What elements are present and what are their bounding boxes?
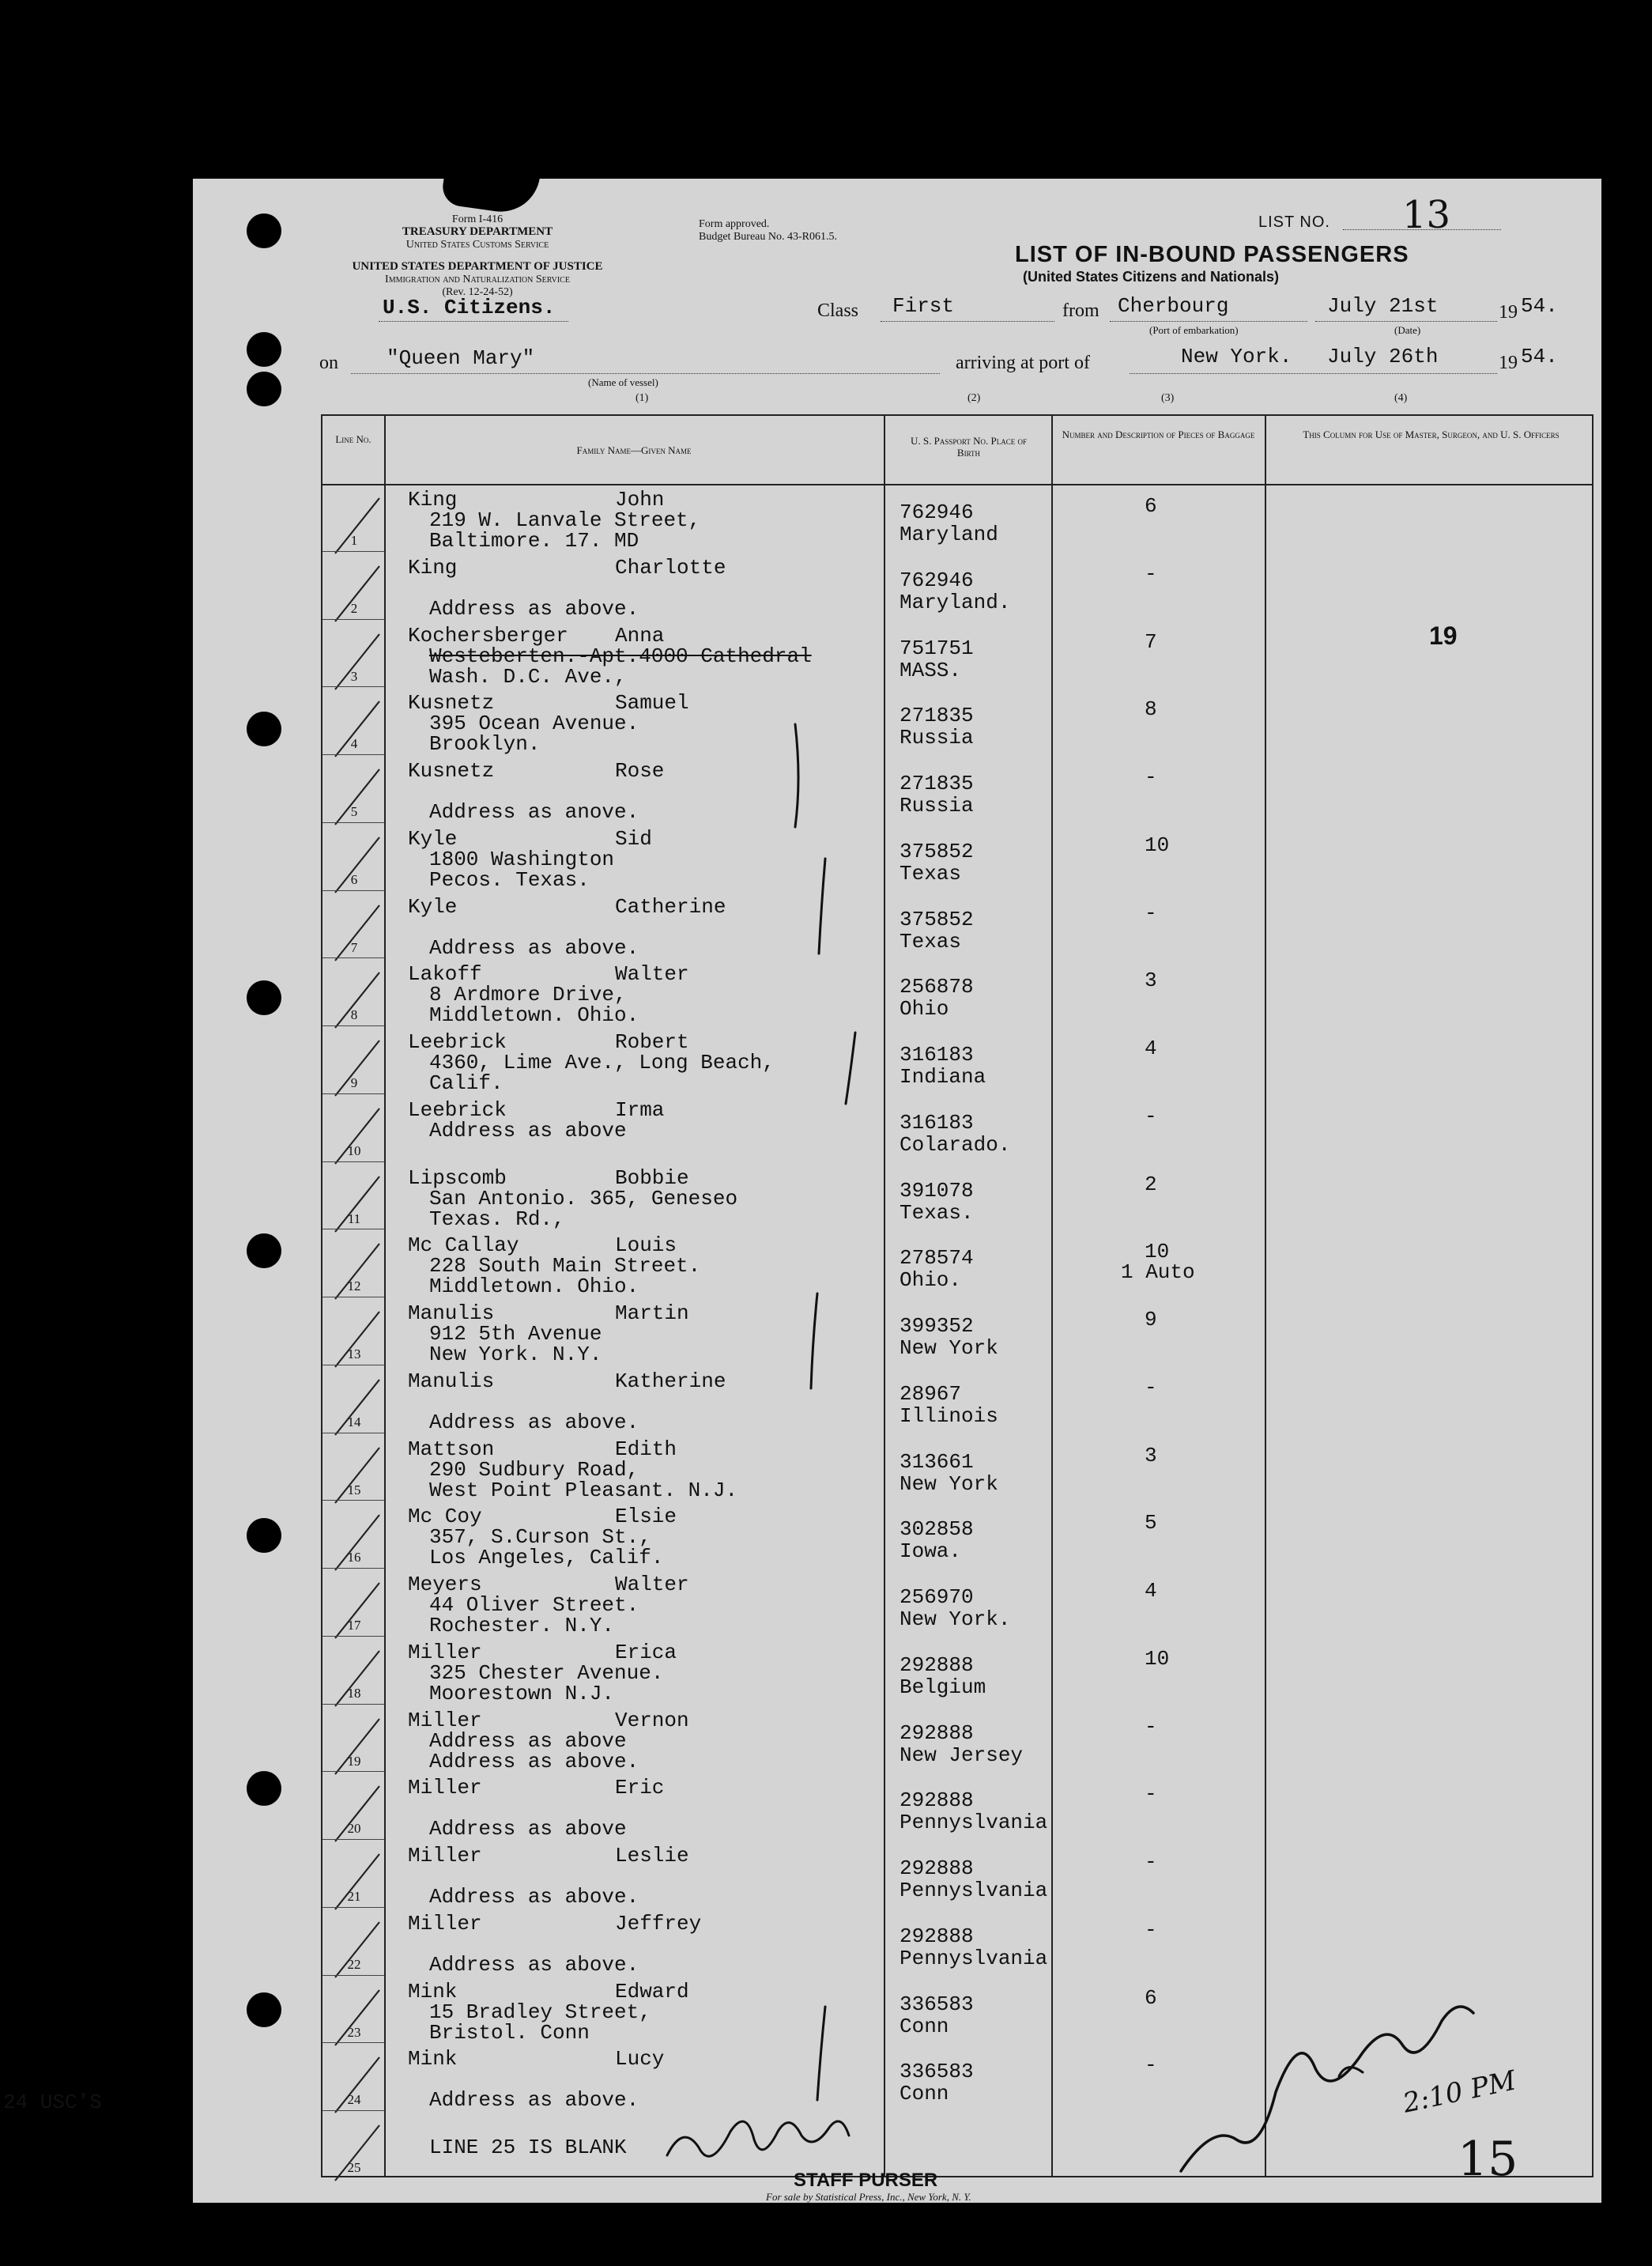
given-name: Katherine <box>615 1369 726 1393</box>
port-embarkation: Cherbourg <box>1118 294 1229 318</box>
address-line-1: San Antonio. 365, Geneseo <box>429 1186 738 1210</box>
line-number: 2 <box>350 600 358 616</box>
passport-number: 292888 <box>900 1720 974 1745</box>
date-caption: (Date) <box>1394 324 1421 336</box>
family-name: Manulis <box>408 1369 495 1393</box>
place-of-birth: Conn <box>900 2082 949 2106</box>
given-name: Walter <box>615 962 689 987</box>
given-name: Eric <box>615 1776 665 1800</box>
header-line: Line No. <box>335 433 372 445</box>
address-line-2: Brooklyn. <box>429 732 541 757</box>
passport-number: 336583 <box>900 2060 974 2084</box>
page-note: 15 <box>1458 2132 1518 2187</box>
baggage-count: 9 <box>1145 1308 1157 1332</box>
family-name: Mattson <box>408 1437 495 1461</box>
col-num-4: (4) <box>1394 392 1408 404</box>
approval-line-2: Budget Bureau No. 43-R061.5. <box>699 231 837 243</box>
baggage-count: - <box>1145 1782 1157 1807</box>
given-name: Sid <box>615 826 652 851</box>
family-name: Miller <box>408 1640 482 1664</box>
line-number: 5 <box>350 804 358 820</box>
given-name: Catherine <box>615 894 726 919</box>
family-name: Miller <box>408 1708 482 1732</box>
category-value: U.S. Citizens. <box>383 296 556 319</box>
given-name: Jeffrey <box>615 1911 702 1936</box>
place-of-birth: Maryland. <box>900 590 1011 614</box>
baggage-count: 8 <box>1145 697 1157 722</box>
family-name: Miller <box>408 1911 482 1936</box>
line-number: 15 <box>347 1482 361 1497</box>
family-name: King <box>408 555 458 580</box>
baggage-count: 4 <box>1145 1037 1157 1061</box>
given-name: Vernon <box>615 1708 689 1732</box>
passport-number: 292888 <box>900 1856 974 1881</box>
year-suffix-2: 54. <box>1521 345 1558 368</box>
form-sheet <box>3 179 1601 2203</box>
given-name: John <box>615 488 665 512</box>
place-of-birth: New York <box>900 1336 998 1361</box>
address-line-1: 290 Sudbury Road, <box>429 1457 639 1482</box>
address-line-2: Address as above <box>429 1817 627 1841</box>
family-name: Leebrick <box>408 1097 507 1122</box>
officer-note: 19 <box>1429 621 1458 650</box>
line-number: 16 <box>347 1550 361 1565</box>
passport-number: 256878 <box>900 975 974 999</box>
place-of-birth: Pennyslvania <box>900 1811 1048 1835</box>
binder-hole <box>247 1992 281 2027</box>
address-line-2: Address as above. <box>429 2088 639 2113</box>
passport-number: 375852 <box>900 839 974 863</box>
list-label: LIST NO. <box>1258 213 1330 231</box>
address-line-2: Address as above. <box>429 1885 639 1909</box>
address-line-1: Address as above <box>429 1118 627 1142</box>
baggage-count: - <box>1145 1375 1157 1399</box>
address-line-2: Pecos. Texas. <box>429 867 590 892</box>
family-name: Manulis <box>408 1301 495 1326</box>
passport-number: 399352 <box>900 1314 974 1339</box>
baggage-count: 7 <box>1145 629 1157 654</box>
bracket-mark-4 <box>811 1294 817 1388</box>
passport-number: 316183 <box>900 1043 974 1067</box>
address-line-1: 1800 Washington <box>429 847 615 871</box>
line-number: 3 <box>350 668 358 684</box>
passport-number: 271835 <box>900 704 974 728</box>
bracket-mark-1 <box>795 724 798 827</box>
place-of-birth: Texas <box>900 861 962 886</box>
place-of-birth: Maryland <box>900 523 998 546</box>
baggage-count: 3 <box>1145 1443 1157 1467</box>
line-number: 23 <box>347 2024 361 2040</box>
given-name: Edward <box>615 1979 689 2004</box>
dept-line-2: United States Customs Service <box>405 239 549 251</box>
family-name: Leebrick <box>408 1030 507 1055</box>
dept-line-1: TREASURY DEPARTMENT <box>402 225 553 238</box>
address-line-2: Bristol. Conn <box>429 2020 590 2045</box>
given-name: Bobbie <box>615 1165 689 1190</box>
passport-number: 313661 <box>900 1449 974 1474</box>
address-line-2: Address as above. <box>429 1952 639 1977</box>
address-line-2: Texas. Rd., <box>429 1207 565 1231</box>
justice-line-1: UNITED STATES DEPARTMENT OF JUSTICE <box>352 260 603 273</box>
given-name: Samuel <box>615 691 689 716</box>
baggage-count: - <box>1145 561 1157 586</box>
passport-number: 751751 <box>900 636 974 660</box>
address-line-2: Calif. <box>429 1071 504 1096</box>
place-of-birth: Belgium <box>900 1675 986 1699</box>
handwriting-marks <box>193 179 1601 2203</box>
line-number: 20 <box>347 1821 361 1837</box>
baggage-count: 10 <box>1145 1240 1170 1264</box>
passport-number: 292888 <box>900 1652 974 1677</box>
place-of-birth: Texas. <box>900 1200 974 1225</box>
address-line-1: 8 Ardmore Drive, <box>429 983 627 1007</box>
binder-hole <box>247 1233 281 1268</box>
list-subtitle: (United States Citizens and Nationals) <box>1023 269 1280 285</box>
address-line-1: 4360, Lime Ave., Long Beach, <box>429 1051 775 1075</box>
address-line-2: Los Angeles, Calif. <box>429 1546 664 1570</box>
usc-count: 24 USC'S <box>3 2090 102 2114</box>
baggage-count: - <box>1145 901 1157 925</box>
address-line-1: 395 Ocean Avenue. <box>429 712 639 736</box>
address-line-2: Address as above. <box>429 1749 639 1773</box>
place-of-birth: Pennyslvania <box>900 1946 1048 1970</box>
address-line-2: Middletown. Ohio. <box>429 1003 639 1028</box>
col-num-2: (2) <box>967 392 981 404</box>
line-number: 12 <box>347 1278 361 1294</box>
baggage-count: - <box>1145 2053 1157 2078</box>
list-number: 13 <box>1402 193 1451 237</box>
place-of-birth: Russia <box>900 794 974 818</box>
col-num-3: (3) <box>1161 392 1175 404</box>
place-of-birth: MASS. <box>900 658 962 682</box>
given-name: Lucy <box>615 2047 665 2072</box>
family-name: Miller <box>408 1844 482 1868</box>
address-line-1: 15 Bradley Street, <box>429 2000 651 2024</box>
passport-number: 256970 <box>900 1585 974 1610</box>
place-of-birth: Illinois <box>900 1403 998 1428</box>
family-name: Kochersberger <box>408 623 568 648</box>
header-passport: U. S. Passport No. Place of Birth <box>911 435 1027 459</box>
justice-line-3: (Rev. 12-24-52) <box>442 286 513 298</box>
place-of-birth: Ohio <box>900 997 949 1022</box>
passport-number: 28967 <box>900 1381 962 1406</box>
given-name: Rose <box>615 759 665 784</box>
line-number: 24 <box>347 2092 361 2108</box>
address-line-2: Wash. D.C. Ave., <box>429 664 627 689</box>
departure-date: July 21st <box>1327 294 1439 318</box>
address-line-2: Baltimore. 17. MD <box>429 529 639 553</box>
header-name: Family Name—Given Name <box>576 444 692 456</box>
baggage-count: 4 <box>1145 1579 1157 1603</box>
given-name: Anna <box>615 623 665 648</box>
place-of-birth: New York. <box>900 1607 1011 1632</box>
family-name: Lakoff <box>408 962 482 987</box>
line-number: 18 <box>347 1685 361 1701</box>
passport-number: 375852 <box>900 907 974 931</box>
family-name: Miller <box>408 1776 482 1800</box>
header-baggage: Number and Description of Pieces of Baggage <box>1062 429 1255 440</box>
printer-note: For sale by Statistical Press, Inc., New York, N. Y. <box>766 2191 971 2203</box>
passport-number: 762946 <box>900 500 974 524</box>
place-of-birth: Conn <box>900 2014 949 2038</box>
place-of-birth: Russia <box>900 726 974 750</box>
family-name: Mink <box>408 1979 458 2004</box>
family-name: Kyle <box>408 826 458 851</box>
place-of-birth: Colarado. <box>900 1132 1011 1157</box>
given-name: Martin <box>615 1301 689 1326</box>
form-number: Form I-416 <box>451 213 504 225</box>
col-num-1: (1) <box>636 392 649 404</box>
passport-number: 762946 <box>900 568 974 592</box>
family-name: Mc Callay <box>408 1233 519 1258</box>
place-of-birth: New Jersey <box>900 1743 1024 1767</box>
signature-bellamy <box>667 2121 849 2156</box>
line-number: 4 <box>350 736 358 752</box>
address-line-2: Address as above. <box>429 596 639 621</box>
passport-number: 271835 <box>900 772 974 796</box>
address-line-2: Address as above. <box>429 1410 639 1434</box>
family-name: Mink <box>408 2047 458 2072</box>
list-title: LIST OF IN-BOUND PASSENGERS <box>1015 242 1409 267</box>
address-line-1: 219 W. Lanvale Street, <box>429 508 701 532</box>
binder-hole <box>247 980 281 1015</box>
baggage-count: 10 <box>1145 1646 1170 1671</box>
baggage-count: - <box>1145 765 1157 790</box>
on-label: on <box>319 353 338 373</box>
given-name: Walter <box>615 1573 689 1597</box>
binder-hole <box>247 332 281 367</box>
address-line-1: 228 South Main Street. <box>429 1254 701 1278</box>
baggage-count: - <box>1145 1850 1157 1875</box>
passport-number: 292888 <box>900 1788 974 1813</box>
line-number: 17 <box>347 1618 361 1633</box>
given-name: Erica <box>615 1640 677 1664</box>
baggage-count: - <box>1145 1104 1157 1128</box>
staff-purser: STAFF PURSER <box>794 2170 938 2191</box>
given-name: Charlotte <box>615 555 726 580</box>
address-line-1: 44 Oliver Street. <box>429 1593 639 1618</box>
approval-line-1: Form approved. <box>699 218 770 230</box>
year-prefix-2: 19 <box>1499 353 1518 373</box>
line-number: 19 <box>347 1753 361 1769</box>
line-number: 10 <box>347 1142 361 1158</box>
address-line-2: West Point Pleasant. N.J. <box>429 1478 738 1502</box>
baggage-count: 3 <box>1145 969 1157 993</box>
line-number: 22 <box>347 1956 361 1972</box>
header-officers: This Column for Use of Master, Surgeon, and U. S. Officers <box>1303 429 1560 440</box>
place-of-birth: Pennyslvania <box>900 1879 1048 1903</box>
family-name: Meyers <box>408 1573 482 1597</box>
place-of-birth: Texas <box>900 929 962 954</box>
family-name: King <box>408 488 458 512</box>
port-caption: (Port of embarkation) <box>1149 324 1239 336</box>
family-name: Kusnetz <box>408 759 495 784</box>
bracket-mark-2 <box>819 859 825 954</box>
line-number: 13 <box>347 1346 361 1362</box>
passport-number: 292888 <box>900 1924 974 1948</box>
line-number: 25 <box>347 2160 361 2176</box>
arrival-port: New York. <box>1181 345 1292 368</box>
passport-number: 278574 <box>900 1246 974 1271</box>
address-line-2: Rochester. N.Y. <box>429 1614 615 1638</box>
address-line-2: Address as anove. <box>429 800 639 825</box>
baggage-count: 10 <box>1145 833 1170 857</box>
given-name: Robert <box>615 1030 689 1055</box>
line-number: 21 <box>347 1889 361 1905</box>
place-of-birth: Iowa. <box>900 1539 962 1564</box>
family-name: Kyle <box>408 894 458 919</box>
address-line-1: Address as above <box>429 1728 627 1753</box>
year-prefix: 19 <box>1499 302 1518 323</box>
baggage-count: 5 <box>1145 1511 1157 1535</box>
place-of-birth: Indiana <box>900 1065 986 1090</box>
address-line-1: 357, S.Curson St., <box>429 1525 651 1550</box>
vessel-caption: (Name of vessel) <box>588 376 658 388</box>
address-line-1: Westeberten.-Apt.4000 Cathedral <box>429 644 812 668</box>
baggage-count: 6 <box>1145 494 1157 518</box>
class-value: First <box>892 294 955 318</box>
time-note: 2:10 PM <box>1400 2064 1519 2120</box>
line-number: 9 <box>350 1075 358 1091</box>
passport-number: 391078 <box>900 1178 974 1203</box>
address-line-2: New York. N.Y. <box>429 1343 602 1367</box>
line-number: 11 <box>347 1210 361 1226</box>
binder-hole <box>247 712 281 746</box>
signature-officer <box>1181 2007 1473 2171</box>
family-name: Lipscomb <box>408 1165 507 1190</box>
vessel-name: "Queen Mary" <box>387 346 535 370</box>
line-number: 8 <box>350 1007 358 1023</box>
address-line-2: Address as above. <box>429 935 639 960</box>
line-number: 7 <box>350 939 358 955</box>
address-line-2: Moorestown N.J. <box>429 1681 615 1705</box>
arrival-date: July 26th <box>1327 345 1439 368</box>
baggage-count: - <box>1145 1714 1157 1739</box>
given-name: Elsie <box>615 1505 677 1529</box>
from-label: from <box>1062 300 1099 321</box>
passport-number: 316183 <box>900 1110 974 1135</box>
arriving-label: arriving at port of <box>956 353 1090 373</box>
binder-hole <box>247 1518 281 1553</box>
binder-hole <box>247 372 281 406</box>
family-name: Kusnetz <box>408 691 495 716</box>
year-suffix: 54. <box>1521 294 1558 318</box>
baggage-count: 6 <box>1145 1985 1157 2010</box>
justice-line-2: Immigration and Naturalization Service <box>385 274 570 285</box>
binder-hole <box>247 1771 281 1806</box>
given-name: Leslie <box>615 1844 689 1868</box>
address-line-1: 325 Chester Avenue. <box>429 1660 664 1685</box>
baggage-extra: 1 Auto <box>1121 1260 1195 1285</box>
given-name: Edith <box>615 1437 677 1461</box>
passport-number: 336583 <box>900 1992 974 2016</box>
given-name: Louis <box>615 1233 677 1258</box>
line-number: 14 <box>347 1414 361 1429</box>
place-of-birth: New York <box>900 1471 998 1496</box>
binder-hole <box>247 213 281 248</box>
line-number: 6 <box>350 871 358 887</box>
bracket-mark-3 <box>846 1033 855 1104</box>
family-name: Mc Coy <box>408 1505 482 1529</box>
baggage-count: - <box>1145 1917 1157 1942</box>
place-of-birth: Ohio. <box>900 1268 962 1293</box>
class-label: Class <box>817 300 859 321</box>
line-number: 1 <box>350 533 358 548</box>
address-line-2: Middletown. Ohio. <box>429 1275 639 1299</box>
baggage-count: 2 <box>1145 1172 1157 1196</box>
given-name: Irma <box>615 1097 665 1122</box>
address-line-1: 912 5th Avenue <box>429 1322 602 1346</box>
bracket-mark-5 <box>817 2007 825 2100</box>
passport-number: 302858 <box>900 1517 974 1542</box>
address-line-1: LINE 25 IS BLANK <box>429 2136 627 2160</box>
